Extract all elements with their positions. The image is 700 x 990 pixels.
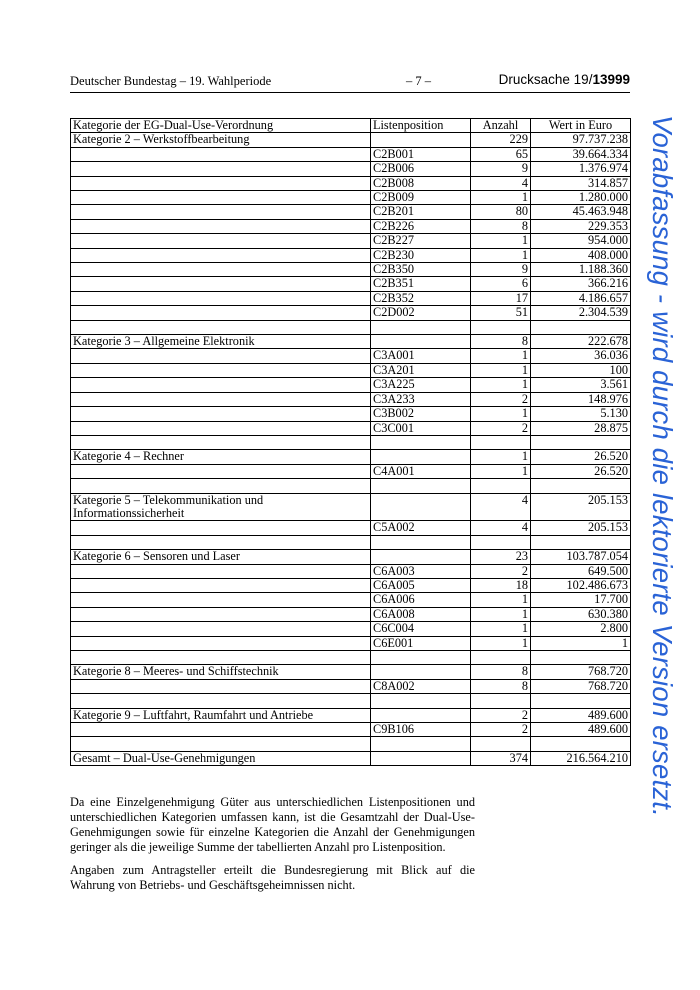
cell-value: 205.153 [531, 521, 631, 535]
cell-count: 2 [471, 708, 531, 722]
table-row [71, 277, 631, 291]
cell-value: 954.000 [531, 234, 631, 248]
cell-count: 8 [471, 665, 531, 679]
cell-category [71, 722, 371, 736]
table-row [71, 291, 631, 305]
cell-count: 65 [471, 147, 531, 161]
cell-list-position: C2B201 [371, 205, 471, 219]
cell-category [71, 622, 371, 636]
cell-count: 2 [471, 392, 531, 406]
cell-list-position: C3A201 [371, 363, 471, 377]
table-row [71, 335, 631, 349]
table-row [71, 708, 631, 722]
cell-category [71, 435, 371, 449]
cell-count: 51 [471, 306, 531, 320]
cell-category [71, 464, 371, 478]
cell-value: 1.280.000 [531, 191, 631, 205]
table-row [71, 479, 631, 493]
table-row [71, 147, 631, 161]
cell-count: 1 [471, 349, 531, 363]
cell-category [71, 191, 371, 205]
cell-value [531, 650, 631, 664]
cell-category: Kategorie 4 – Rechner [71, 450, 371, 464]
cell-list-position [371, 133, 471, 147]
cell-value: 314.857 [531, 176, 631, 190]
cell-list-position: C2B006 [371, 162, 471, 176]
cell-category: Kategorie 5 – Telekommunikation und Informationssicherheit [71, 493, 371, 521]
cell-list-position [371, 450, 471, 464]
draft-watermark [640, 115, 680, 885]
cell-count: 1 [471, 363, 531, 377]
cell-list-position: C2B351 [371, 277, 471, 291]
page-header [70, 72, 630, 93]
cell-value [531, 479, 631, 493]
table-row [71, 407, 631, 421]
cell-category [71, 578, 371, 592]
cell-category [71, 320, 371, 334]
cell-list-position [371, 665, 471, 679]
cell-value: 28.875 [531, 421, 631, 435]
table-row [71, 248, 631, 262]
table-row [71, 450, 631, 464]
cell-list-position: C5A002 [371, 521, 471, 535]
table-body [71, 133, 631, 766]
cell-value: 630.380 [531, 607, 631, 621]
cell-count [471, 320, 531, 334]
table-row [71, 578, 631, 592]
cell-count: 8 [471, 335, 531, 349]
paragraph-note: Da eine Einzelgenehmigung Güter aus unterschiedlichen Listenpositionen und unterschiedlichen Kategorien umfassen kann, ist die Gesamtzahl der Dual-Use-Genehmigungen sowie für einzelne Kategorien die Anzahl der Genehmigungen geringer als die jeweilige Summe der tabellierten Anzahl pro Listenposition. [70, 795, 475, 854]
cell-list-position: C6A005 [371, 578, 471, 592]
cell-value: 45.463.948 [531, 205, 631, 219]
cell-value [531, 435, 631, 449]
table-row [71, 535, 631, 549]
cell-list-position: C6C004 [371, 622, 471, 636]
cell-count: 2 [471, 421, 531, 435]
cell-category [71, 176, 371, 190]
cell-count: 9 [471, 263, 531, 277]
cell-count: 17 [471, 291, 531, 305]
dual-use-table [70, 118, 631, 766]
cell-list-position: C3C001 [371, 421, 471, 435]
cell-count: 374 [471, 751, 531, 765]
cell-category: Kategorie 9 – Luftfahrt, Raumfahrt und Antriebe [71, 708, 371, 722]
cell-count: 8 [471, 679, 531, 693]
cell-count: 1 [471, 607, 531, 621]
cell-category: Kategorie 6 – Sensoren und Laser [71, 550, 371, 564]
cell-category [71, 219, 371, 233]
cell-count [471, 479, 531, 493]
cell-count: 4 [471, 176, 531, 190]
cell-count: 2 [471, 564, 531, 578]
cell-value: 4.186.657 [531, 291, 631, 305]
page-number: – 7 – [406, 74, 431, 88]
cell-value: 205.153 [531, 493, 631, 521]
cell-list-position: C3A001 [371, 349, 471, 363]
cell-category [71, 291, 371, 305]
table-row [71, 306, 631, 320]
cell-value: 3.561 [531, 378, 631, 392]
cell-count: 9 [471, 162, 531, 176]
cell-list-position: C4A001 [371, 464, 471, 478]
cell-list-position [371, 694, 471, 708]
cell-list-position: C2B008 [371, 176, 471, 190]
cell-value: 216.564.210 [531, 751, 631, 765]
cell-value: 1.376.974 [531, 162, 631, 176]
column-header-position: Listenposition [371, 119, 471, 133]
cell-category [71, 378, 371, 392]
cell-value [531, 694, 631, 708]
cell-list-position: C2B226 [371, 219, 471, 233]
cell-category [71, 263, 371, 277]
cell-list-position [371, 335, 471, 349]
table-row [71, 162, 631, 176]
cell-category [71, 162, 371, 176]
cell-count: 1 [471, 636, 531, 650]
cell-count: 1 [471, 248, 531, 262]
cell-count: 1 [471, 622, 531, 636]
cell-list-position: C2B001 [371, 147, 471, 161]
cell-list-position: C2B230 [371, 248, 471, 262]
cell-list-position [371, 751, 471, 765]
table-row [71, 550, 631, 564]
paragraph-applicant: Angaben zum Antragsteller erteilt die Bundesregierung mit Blick auf die Wahrung von Betriebs- und Geschäftsgeheimnissen nicht. [70, 863, 475, 892]
cell-value [531, 535, 631, 549]
cell-count: 18 [471, 578, 531, 592]
table-row [71, 421, 631, 435]
table-row [71, 219, 631, 233]
cell-value: 2.304.539 [531, 306, 631, 320]
cell-count: 229 [471, 133, 531, 147]
document-number-prefix: 19/ [573, 72, 593, 87]
cell-count [471, 435, 531, 449]
cell-count [471, 737, 531, 751]
cell-list-position [371, 320, 471, 334]
document-number [499, 72, 630, 87]
table-row [71, 133, 631, 147]
cell-value: 39.664.334 [531, 147, 631, 161]
cell-value: 17.700 [531, 593, 631, 607]
table-row [71, 665, 631, 679]
cell-category [71, 694, 371, 708]
cell-list-position [371, 435, 471, 449]
cell-list-position [371, 535, 471, 549]
cell-list-position [371, 493, 471, 521]
cell-category [71, 636, 371, 650]
table-row [71, 593, 631, 607]
table-row [71, 722, 631, 736]
cell-count: 1 [471, 464, 531, 478]
cell-list-position: C3A225 [371, 378, 471, 392]
cell-list-position: C3B002 [371, 407, 471, 421]
cell-count: 1 [471, 593, 531, 607]
cell-value: 768.720 [531, 679, 631, 693]
table-row [71, 650, 631, 664]
cell-count [471, 694, 531, 708]
cell-value: 222.678 [531, 335, 631, 349]
table-row [71, 176, 631, 190]
cell-category [71, 248, 371, 262]
cell-count: 80 [471, 205, 531, 219]
cell-list-position: C6A006 [371, 593, 471, 607]
cell-list-position [371, 550, 471, 564]
table-row [71, 679, 631, 693]
column-header-category: Kategorie der EG-Dual-Use-Verordnung [71, 119, 371, 133]
table-row [71, 622, 631, 636]
cell-category [71, 607, 371, 621]
table-row [71, 464, 631, 478]
table-row [71, 521, 631, 535]
cell-category [71, 205, 371, 219]
cell-category [71, 234, 371, 248]
cell-category [71, 593, 371, 607]
cell-value: 768.720 [531, 665, 631, 679]
cell-count: 1 [471, 234, 531, 248]
cell-count: 1 [471, 191, 531, 205]
cell-category [71, 737, 371, 751]
cell-count: 1 [471, 378, 531, 392]
cell-category [71, 277, 371, 291]
cell-count: 23 [471, 550, 531, 564]
cell-count: 1 [471, 407, 531, 421]
cell-category [71, 147, 371, 161]
cell-list-position [371, 737, 471, 751]
cell-value: 366.216 [531, 277, 631, 291]
cell-list-position: C2B227 [371, 234, 471, 248]
column-header-count: Anzahl [471, 119, 531, 133]
cell-value: 408.000 [531, 248, 631, 262]
cell-value: 5.130 [531, 407, 631, 421]
cell-value: 26.520 [531, 450, 631, 464]
cell-value: 26.520 [531, 464, 631, 478]
cell-list-position [371, 708, 471, 722]
table-row [71, 392, 631, 406]
cell-list-position [371, 650, 471, 664]
cell-value: 103.787.054 [531, 550, 631, 564]
body-text [70, 795, 475, 901]
table-row [71, 320, 631, 334]
column-header-value: Wert in Euro [531, 119, 631, 133]
cell-count [471, 650, 531, 664]
table-row [71, 694, 631, 708]
cell-category [71, 679, 371, 693]
cell-value: 1.188.360 [531, 263, 631, 277]
document-number-bold: 13999 [592, 72, 630, 87]
cell-category [71, 421, 371, 435]
cell-list-position: C8A002 [371, 679, 471, 693]
table-row [71, 349, 631, 363]
table-row [71, 378, 631, 392]
cell-value: 1 [531, 636, 631, 650]
table-row [71, 191, 631, 205]
cell-value [531, 737, 631, 751]
cell-value: 100 [531, 363, 631, 377]
cell-list-position: C2B350 [371, 263, 471, 277]
cell-value: 489.600 [531, 722, 631, 736]
cell-value: 489.600 [531, 708, 631, 722]
cell-list-position: C2B352 [371, 291, 471, 305]
cell-value [531, 320, 631, 334]
table-row [71, 205, 631, 219]
cell-list-position: C2B009 [371, 191, 471, 205]
table-row [71, 234, 631, 248]
cell-category [71, 306, 371, 320]
cell-list-position: C6E001 [371, 636, 471, 650]
table-row [71, 493, 631, 521]
cell-count: 6 [471, 277, 531, 291]
cell-list-position: C2D002 [371, 306, 471, 320]
cell-list-position: C6A008 [371, 607, 471, 621]
cell-value: 148.976 [531, 392, 631, 406]
cell-category [71, 564, 371, 578]
cell-list-position: C6A003 [371, 564, 471, 578]
table-row [71, 435, 631, 449]
cell-category: Kategorie 3 – Allgemeine Elektronik [71, 335, 371, 349]
cell-list-position: C9B106 [371, 722, 471, 736]
table-row [71, 751, 631, 765]
cell-category [71, 349, 371, 363]
cell-value: 2.800 [531, 622, 631, 636]
table-row [71, 263, 631, 277]
cell-category [71, 407, 371, 421]
table-row [71, 607, 631, 621]
cell-category: Kategorie 2 – Werkstoffbearbeitung [71, 133, 371, 147]
cell-list-position [371, 479, 471, 493]
table-header-row [71, 119, 631, 133]
cell-category: Gesamt – Dual-Use-Genehmigungen [71, 751, 371, 765]
cell-count: 4 [471, 521, 531, 535]
cell-value: 649.500 [531, 564, 631, 578]
cell-value: 229.353 [531, 219, 631, 233]
cell-count: 8 [471, 219, 531, 233]
cell-count: 4 [471, 493, 531, 521]
cell-value: 97.737.238 [531, 133, 631, 147]
table-row [71, 737, 631, 751]
cell-count [471, 535, 531, 549]
document-label: Drucksache [498, 72, 570, 87]
table-row [71, 564, 631, 578]
cell-category [71, 479, 371, 493]
cell-count: 1 [471, 450, 531, 464]
cell-category [71, 535, 371, 549]
cell-value: 102.486.673 [531, 578, 631, 592]
cell-category [71, 392, 371, 406]
cell-value: 36.036 [531, 349, 631, 363]
cell-list-position: C3A233 [371, 392, 471, 406]
watermark-text: Vorabfassung - wird durch die lektorierte Version ersetzt. [647, 115, 678, 817]
cell-category [71, 363, 371, 377]
header-publication: Deutscher Bundestag – 19. Wahlperiode [70, 74, 272, 88]
cell-category [71, 521, 371, 535]
table-row [71, 363, 631, 377]
table-row [71, 636, 631, 650]
cell-count: 2 [471, 722, 531, 736]
cell-category [71, 650, 371, 664]
cell-category: Kategorie 8 – Meeres- und Schiffstechnik [71, 665, 371, 679]
